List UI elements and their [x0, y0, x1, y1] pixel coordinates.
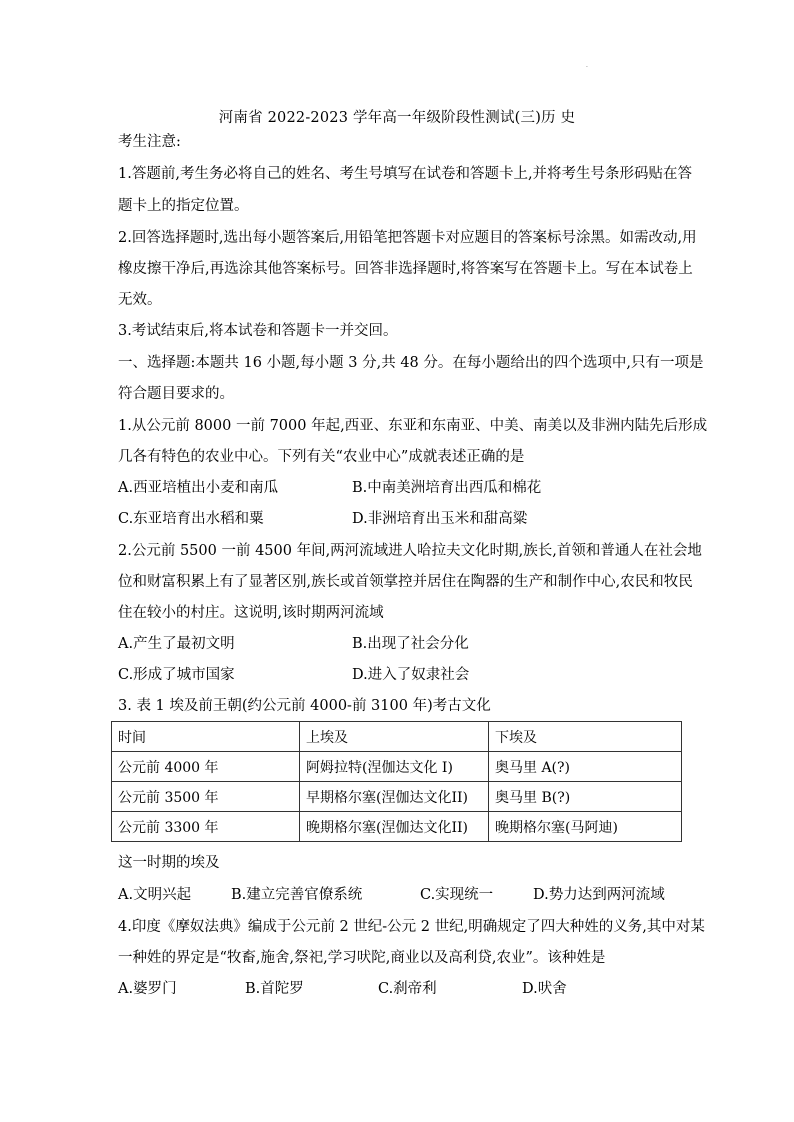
question-1-stem: 1.从公元前 8000 一前 7000 年起,西亚、东亚和东南亚、中美、南美以及非洲内陆先后形成 [118, 418, 708, 434]
q3-option-b[interactable]: B.建立完善官僚系统 [231, 887, 363, 903]
table-cell: 奥马里 A(?) [489, 752, 682, 782]
q2-option-a[interactable]: A.产生了最初文明 [118, 636, 235, 652]
table-row [112, 752, 682, 782]
table-cell: 晚期格尔塞(涅伽达文化II) [300, 812, 489, 842]
table-cell: 早期格尔塞(涅伽达文化II) [300, 782, 489, 812]
table-cell: 奥马里 B(?) [489, 782, 682, 812]
page-title: 河南省 2022-2023 学年高一年级阶段性测试(三)历 史 [218, 110, 576, 126]
section-heading: 一、选择题:本题共 16 小题,每小题 3 分,共 48 分。在每小题给出的四个选项中,只有一项是 [118, 355, 704, 371]
question-2-stem: 住在较小的村庄。这说明,该时期两河流域 [118, 605, 384, 621]
q2-option-d[interactable]: D.进入了奴隶社会 [352, 667, 470, 683]
q2-option-c[interactable]: C.形成了城市国家 [118, 667, 235, 683]
q3-option-a[interactable]: A.文明兴起 [118, 887, 192, 903]
question-4-stem: 一种姓的界定是“牧畜,施舍,祭祀,学习吠陀,商业以及高利贷,农业”。该种姓是 [118, 950, 606, 966]
notice-line: 1.答题前,考生务必将自己的姓名、考生号填写在试卷和答题卡上,并将考生号条形码贴在答 [118, 166, 693, 182]
q2-option-b[interactable]: B.出现了社会分化 [352, 636, 469, 652]
table-header: 时间 [112, 722, 300, 752]
notice-line: 橡皮擦干净后,再选涂其他答案标号。回答非选择题时,将答案写在答题卡上。写在本试卷上 [118, 261, 693, 277]
q4-option-a[interactable]: A.婆罗门 [118, 981, 177, 997]
culture-table [111, 721, 682, 842]
notice-heading: 考生注意: [118, 134, 181, 150]
q3-option-d[interactable]: D.势力达到两河流域 [533, 887, 665, 903]
question-4-stem: 4.印度《摩奴法典》编成于公元前 2 世纪-公元 2 世纪,明确规定了四大种姓的义务,其中对某 [118, 919, 705, 935]
section-heading: 符合题目要求的。 [118, 386, 234, 402]
q3-option-c[interactable]: C.实现统一 [420, 887, 494, 903]
notice-line: 无效。 [118, 292, 162, 308]
table-row [112, 782, 682, 812]
q1-option-a[interactable]: A.西亚培植出小麦和南瓜 [118, 480, 279, 496]
table-cell: 公元前 3500 年 [112, 782, 300, 812]
notice-line: 3.考试结束后,将本试卷和答题卡一并交回。 [118, 323, 398, 339]
q1-option-d[interactable]: D.非洲培育出玉米和甜高粱 [352, 511, 528, 527]
question-2-stem: 位和财富积累上有了显著区别,族长或首领掌控并居住在陶器的生产和制作中心,农民和牧民 [118, 574, 693, 590]
question-1-stem: 几各有特色的农业中心。下列有关“农业中心”成就表述正确的是 [118, 449, 525, 465]
table-row [112, 812, 682, 842]
table-header-row [112, 722, 682, 752]
question-2-stem: 2.公元前 5500 一前 4500 年间,两河流域进人哈拉夫文化时期,族长,首领和普通人在社会地 [118, 543, 702, 559]
notice-line: 题卡上的指定位置。 [118, 198, 249, 214]
table-cell: 公元前 4000 年 [112, 752, 300, 782]
table-cell: 阿姆拉特(涅伽达文化 I) [300, 752, 489, 782]
question-3-stem: 这一时期的埃及 [118, 855, 220, 871]
table-caption: 3. 表 1 埃及前王朝(约公元前 4000-前 3100 年)考古文化 [118, 698, 491, 714]
table-cell: 公元前 3300 年 [112, 812, 300, 842]
q4-option-d[interactable]: D.吠舍 [522, 981, 567, 997]
q4-option-b[interactable]: B.首陀罗 [245, 981, 304, 997]
corner-mark: · [586, 64, 588, 71]
q4-option-c[interactable]: C.刹帝利 [378, 981, 437, 997]
q1-option-b[interactable]: B.中南美洲培育出西瓜和棉花 [352, 480, 542, 496]
table-header: 上埃及 [300, 722, 489, 752]
q1-option-c[interactable]: C.东亚培育出水稻和粟 [118, 511, 264, 527]
notice-line: 2.回答选择题时,选出每小题答案后,用铅笔把答题卡对应题目的答案标号涂黑。如需改动,用 [118, 230, 697, 246]
table-cell: 晚期格尔塞(马阿迪) [489, 812, 682, 842]
table-header: 下埃及 [489, 722, 682, 752]
